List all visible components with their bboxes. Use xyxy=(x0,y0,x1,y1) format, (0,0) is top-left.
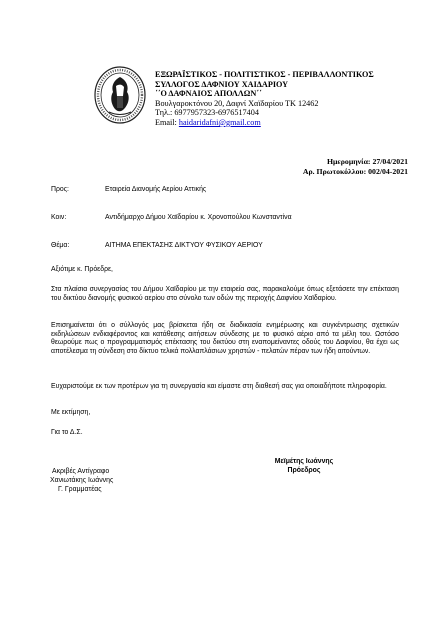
copy-note: Ακριβές Αντίγραφο xyxy=(52,468,110,475)
subject-value: ΑΙΤΗΜΑ ΕΠΕΚΤΑΣΗΣ ΔΙΚΤΥΟΥ ΦΥΣΙΚΟΥ ΑΕΡΙΟΥ xyxy=(105,242,263,249)
cc-value: Αντιδήμαρχο Δήμου Χαϊδαρίου κ. Χρονοπούλου Κωνσταντίνα xyxy=(105,214,292,221)
paragraph-3: Ευχαριστούμε εκ των προτέρων για τη συνεργασία και είμαστε στη διαθεσή σας για οποιαδήποτε πληροφορία. xyxy=(51,383,387,390)
letter-meta xyxy=(303,157,408,177)
email-link[interactable]: haidaridafni@gmail.com xyxy=(178,117,261,127)
letterhead-phone: Τηλ.: 6977957323-6976517404 xyxy=(155,108,259,118)
closing: Με εκτίμηση, xyxy=(51,409,91,416)
email-label: Email: xyxy=(155,117,179,127)
letterhead-address: Βουλγαροκτόνου 20, Δαφνί Χαϊδαρίου ΤΚ 12462 xyxy=(155,98,319,108)
letterhead-line-2: ΣΥΛΛΟΓΟΣ ΔΑΦΝΙΟΥ ΧΑΙΔΑΡΙΟΥ xyxy=(155,79,289,89)
recipient-value: Εταιρεία Διανομής Αερίου Αττικής xyxy=(105,186,207,193)
association-seal-icon xyxy=(94,66,146,124)
secretary-name: Χανιωτάκης Ιωάννης xyxy=(50,477,114,485)
recipient-row xyxy=(51,186,206,193)
president-title: Πρόεδρος xyxy=(287,467,321,475)
subject-row xyxy=(51,242,263,249)
paragraph-2: Επισημαίνεται ότι ο σύλλογός μας βρίσκεται ήδη σε διαδικασία ενημέρωσης και συγκέντρωσης σχετικών εκδηλώσεων ενδιαφέροντος και κατάθεσης αιτήσεων σύνδεσης με το φυσικό αέριο από τα μέλη του. Ωστόσο θεωρούμε πως ο προγραμματισμός επέκτασης του δικτύου στη εναπομείναντες οδούς του Δαφνίου, θα έχει ως αποτέλεσμα τη σύνδεση στο δίκτυο τελικά πολλαπλάσιων χρηστών - πελατών πέραν των ήδη αιτούντων. xyxy=(51,322,399,355)
letterhead-line-3: ΄΄Ο ΔΑΦΝΑΙΟΣ ΑΠΟΛΛΩΝ΄΄ xyxy=(155,89,262,99)
on-behalf: Για το Δ.Σ. xyxy=(51,429,83,436)
secretary-title: Γ. Γραμματέας xyxy=(58,486,102,494)
letterhead-email-line xyxy=(155,118,415,128)
paragraph-1: Στα πλαίσια συνεργασίας του Δήμου Χαϊδαρίου με την εταιρεία σας, παρακαλούμε όπως εξετάσετε την επέκταση του δικτύου διανομής φυσικού αερίου στο σύνολο των οδών της περιοχής Δαφνίου Χαϊδαρίου. xyxy=(51,286,399,302)
signature-president xyxy=(256,457,352,475)
president-name: Μεϊμέτης Ιωάννης xyxy=(274,458,334,465)
greeting: Αξιότιμε κ. Πρόεδρε, xyxy=(51,266,113,273)
subject-label: Θέμα: xyxy=(51,242,70,249)
protocol-number: Αρ. Πρωτοκόλλου: 002/04-2021 xyxy=(302,166,408,176)
signature-copy xyxy=(52,467,113,495)
recipient-label: Προς: xyxy=(51,186,69,193)
cc-label: Κοιν: xyxy=(51,214,67,221)
letter-date: Ημερομηνία: 27/04/2021 xyxy=(326,157,408,166)
cc-row xyxy=(51,214,292,221)
letterhead xyxy=(155,70,415,128)
letterhead-line-1: ΕΞΩΡΑΪΣΤΙΚΟΣ - ΠΟΛΙΤΙΣΤΙΚΟΣ - ΠΕΡΙΒΑΛΛΟΝΤΙΚΟΣ xyxy=(155,70,374,79)
